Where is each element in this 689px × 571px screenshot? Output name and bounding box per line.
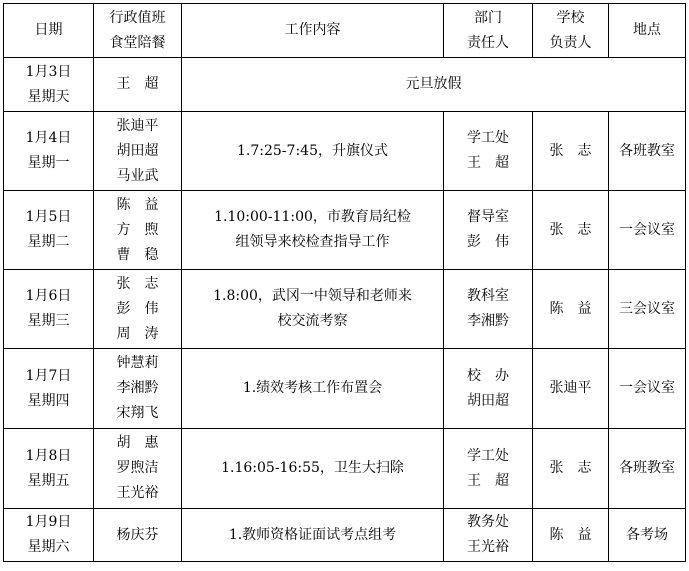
table-row: [4, 509, 686, 562]
holiday-note-cell: 元旦放假: [182, 58, 686, 112]
date-cell: 1月4日 星期一: [4, 112, 94, 191]
header-row: [4, 4, 686, 58]
school-cell: 陈 益: [533, 509, 609, 562]
content-cell: 1.10:00-11:00，市教育局纪检 组领导来校检查指导工作: [182, 191, 444, 270]
date-cell: 1月6日 星期三: [4, 270, 94, 349]
place-cell: 各班教室: [609, 112, 686, 191]
date-cell: 1月9日 星期六: [4, 509, 94, 562]
date-cell: 1月3日 星期天: [4, 58, 94, 112]
table-row: [4, 349, 686, 429]
place-cell: 各班教室: [609, 429, 686, 509]
header-dept: 部门 责任人: [444, 4, 533, 58]
dept-cell: 教务处 王光裕: [444, 509, 533, 562]
school-cell: 张迪平: [533, 349, 609, 429]
content-cell: 1.绩效考核工作布置会: [182, 349, 444, 429]
dept-cell: 教科室 李湘黔: [444, 270, 533, 349]
content-cell: 1.教师资格证面试考点组考: [182, 509, 444, 562]
header-place: 地点: [609, 4, 686, 58]
dept-cell: 校 办 胡田超: [444, 349, 533, 429]
dept-cell: 学工处 王 超: [444, 112, 533, 191]
content-cell: 1.7:25-7:45，升旗仪式: [182, 112, 444, 191]
duty-cell: 张 志 彭 伟 周 涛: [94, 270, 182, 349]
school-cell: 张 志: [533, 429, 609, 509]
duty-cell: 张迪平 胡田超 马业武: [94, 112, 182, 191]
school-cell: 陈 益: [533, 270, 609, 349]
school-cell: 张 志: [533, 112, 609, 191]
date-cell: 1月8日 星期五: [4, 429, 94, 509]
header-duty: 行政值班 食堂陪餐: [94, 4, 182, 58]
table-row: [4, 270, 686, 349]
header-date: 日期: [4, 4, 94, 58]
dept-cell: 督导室 彭 伟: [444, 191, 533, 270]
header-content: 工作内容: [182, 4, 444, 58]
date-cell: 1月5日 星期二: [4, 191, 94, 270]
duty-cell: 王 超: [94, 58, 182, 112]
content-cell: 1.16:05-16:55，卫生大扫除: [182, 429, 444, 509]
date-cell: 1月7日 星期四: [4, 349, 94, 429]
place-cell: 各考场: [609, 509, 686, 562]
place-cell: 一会议室: [609, 349, 686, 429]
duty-cell: 陈 益 方 煦 曹 稳: [94, 191, 182, 270]
duty-schedule-table: [3, 3, 686, 562]
table-row: [4, 191, 686, 270]
place-cell: 一会议室: [609, 191, 686, 270]
table-row: [4, 58, 686, 112]
duty-cell: 钟慧莉 李湘黔 宋翔飞: [94, 349, 182, 429]
duty-cell: 杨庆芬: [94, 509, 182, 562]
place-cell: 三会议室: [609, 270, 686, 349]
table-row: [4, 112, 686, 191]
dept-cell: 学工处 王 超: [444, 429, 533, 509]
school-cell: 张 志: [533, 191, 609, 270]
table-row: [4, 429, 686, 509]
content-cell: 1.8:00，武冈一中领导和老师来 校交流考察: [182, 270, 444, 349]
header-school: 学校 负责人: [533, 4, 609, 58]
duty-cell: 胡 惠 罗煦洁 王光裕: [94, 429, 182, 509]
